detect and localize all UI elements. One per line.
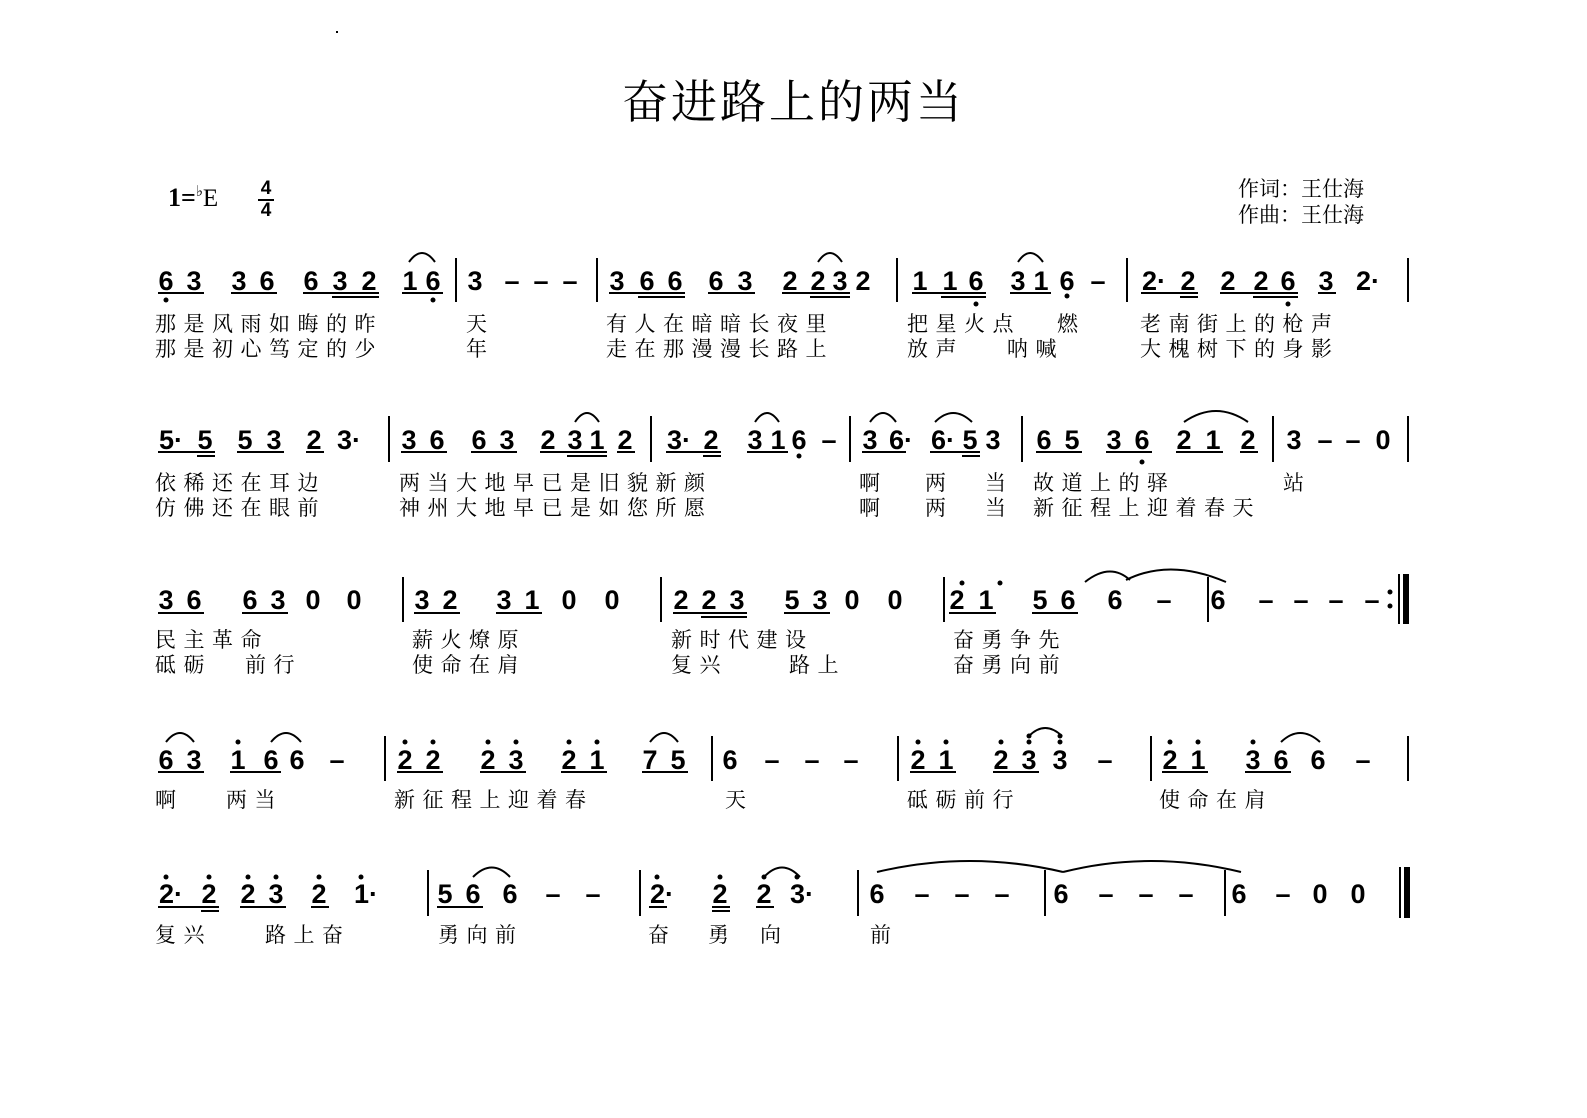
lyric-verse-1: 两 [925,471,954,495]
note: 6 [303,266,319,296]
note: – [504,266,520,296]
lyric-verse-1: 啊 [859,471,888,495]
note: 3 [1286,425,1302,455]
lyric-verse-2: 新征程上迎着春天 [1033,496,1261,520]
note: 3 [737,266,753,296]
lyric-verse-2: 神州大地早已是如您所愿 [399,496,713,520]
note: 2 [425,745,441,775]
note: 6 [465,879,481,909]
note: – [1317,425,1333,455]
lyric-verse-1: 燃 [1057,312,1086,336]
lyricist-credit: 作词：王仕海 [1238,177,1364,201]
note: – [1328,585,1344,615]
lyric-verse-1: 奋勇争先 [953,628,1067,652]
note: 2 [949,585,965,615]
note: 2 [561,745,577,775]
note: – [1355,745,1371,775]
note: 0 [1350,879,1366,909]
note: 0 [305,585,321,615]
note: 5 [670,745,686,775]
slur [166,733,194,742]
lyric-verse-2: 那是初心笃定的少 [155,337,383,361]
note: 2 [540,425,556,455]
note: 1 [1033,266,1049,296]
high-octave-dot [1168,740,1173,745]
note: 2· [1355,266,1380,296]
note: 6 [425,266,441,296]
slur [818,253,842,262]
note: 2 [855,266,871,296]
key-prefix: 1= [168,183,196,212]
note: 3 [332,266,348,296]
note: – [1090,266,1106,296]
note: 6 [1053,879,1069,909]
note: 1 [589,745,605,775]
slur [1085,571,1130,582]
note: – [1364,585,1380,615]
note: 6 [158,745,174,775]
note: 3· [666,425,691,455]
note: 6 [1231,879,1247,909]
lyric-verse-1: 民主革命 [155,628,269,652]
repeat-dot [1388,590,1393,595]
note: 6· [930,425,955,455]
low-octave-dot [1140,460,1145,465]
note: 3 [186,745,202,775]
note: 2 [1240,425,1256,455]
note: 1 [1205,425,1221,455]
note: – [764,745,780,775]
note: 2 [712,879,728,909]
note: – [562,266,578,296]
note: 3 [270,585,286,615]
note: 0 [604,585,620,615]
note: 1 [402,266,418,296]
note: – [1178,879,1194,909]
note: 6 [722,745,738,775]
note: – [804,745,820,775]
high-octave-dot [431,740,436,745]
note: 5 [197,425,213,455]
note: 6 [1280,266,1296,296]
note: 3 [1245,745,1261,775]
slur [764,868,800,878]
note: 3 [1318,266,1334,296]
low-octave-dot [164,298,169,303]
note: 3 [862,425,878,455]
note: 2 [703,425,719,455]
note: – [1258,585,1274,615]
note: 1· [353,879,378,909]
high-octave-dot [1058,740,1063,745]
lyric-verse-1: 把星火点 [907,312,1021,336]
note: 6 [639,266,655,296]
note: 2· [1141,266,1166,296]
note: 3 [1106,425,1122,455]
note: 6· [888,425,913,455]
lyric-verse-2: 呐喊 [1007,337,1064,361]
lyric-verse-1: 使命在肩 [1159,788,1273,812]
note: 3 [1010,266,1026,296]
note: – [1097,745,1113,775]
note: 3 [231,266,247,296]
high-octave-dot [1196,740,1201,745]
note: – [1138,879,1154,909]
lyric-verse-2: 走在那漫漫长路上 [606,337,834,361]
low-octave-dot [431,298,436,303]
note: 3 [985,425,1001,455]
note: 6 [1036,425,1052,455]
lyric-verse-1: 新征程上迎着春 [394,788,594,812]
note: 3 [499,425,515,455]
note: 3 [496,585,512,615]
note: 2 [673,585,689,615]
note: – [1293,585,1309,615]
lyric-verse-2: 仿佛还在眼前 [155,496,326,520]
note: 1 [912,266,928,296]
note: 1 [942,266,958,296]
note: 0 [561,585,577,615]
slur [877,861,1063,872]
low-octave-dot [974,302,979,307]
lyric-verse-1: 天 [725,788,754,812]
note: – [329,745,345,775]
composer-credit: 作曲：王仕海 [1238,203,1364,227]
lyric-verse-2: 复兴 [671,653,728,677]
high-octave-dot [486,740,491,745]
note: 1 [524,585,540,615]
slur [755,413,779,422]
lyric-verse-1: 站 [1283,471,1312,495]
note: 2 [756,879,772,909]
note: 2 [480,745,496,775]
note: 1 [770,425,786,455]
note: 3 [609,266,625,296]
lyric-verse-1: 两当 [226,788,283,812]
slur [1184,411,1248,422]
note: 3 [158,585,174,615]
note: 3 [266,425,282,455]
high-octave-dot [1251,740,1256,745]
note: – [1345,425,1361,455]
lyric-verse-1: 向 [760,923,789,947]
note: 6 [263,745,279,775]
high-octave-dot [998,581,1003,586]
lyric-verse-1: 有人在暗暗长夜里 [606,312,834,336]
note: – [994,879,1010,909]
note: 6 [471,425,487,455]
note: – [585,879,601,909]
note: 5 [237,425,253,455]
note: 6 [1134,425,1150,455]
note: 3 [1021,745,1037,775]
slur [935,413,972,422]
note: 3 [1052,745,1068,775]
repeat-dot [1388,604,1393,609]
time-signature-top: 4 [260,178,272,199]
note: 3· [336,425,361,455]
note: 0 [1375,425,1391,455]
note: 1 [938,745,954,775]
lyric-verse-2: 路上 [789,653,846,677]
lyric-verse-1: 勇向前 [438,923,524,947]
lyric-verse-1: 那是风雨如晦的昨 [155,312,383,336]
note: 6 [1310,745,1326,775]
note: – [914,879,930,909]
note: 3 [414,585,430,615]
time-signature-bottom: 4 [260,200,272,221]
note: – [954,879,970,909]
note: 6 [502,879,518,909]
lyric-verse-1: 砥砺前行 [907,788,1021,812]
note: 2 [1162,745,1178,775]
note: 2 [701,585,717,615]
lyric-verse-1: 奋 [648,923,677,947]
note: 3 [401,425,417,455]
note: 3 [467,266,483,296]
note: 2 [201,879,217,909]
note: 2 [810,266,826,296]
note: – [1098,879,1114,909]
note: – [545,879,561,909]
note: 1 [978,585,994,615]
note: 2 [1220,266,1236,296]
note: 6 [1059,266,1075,296]
note: 7 [642,745,658,775]
high-octave-dot [1027,740,1032,745]
note: 5 [1032,585,1048,615]
note: 0 [844,585,860,615]
note: 6 [791,425,807,455]
lyric-verse-1: 路上奋 [265,923,351,947]
high-octave-dot [595,740,600,745]
note: 2 [1253,266,1269,296]
high-octave-dot [514,740,519,745]
slur [271,733,301,742]
note: 6 [289,745,305,775]
lyric-verse-1: 依稀还在耳边 [155,471,326,495]
note: 6 [429,425,445,455]
note: 2 [1180,266,1196,296]
note: 2 [1176,425,1192,455]
note: 3 [832,266,848,296]
note: 6 [708,266,724,296]
note: 2 [442,585,458,615]
note: 3 [729,585,745,615]
note: 6 [1060,585,1076,615]
note: 2 [306,425,322,455]
note: 0 [346,585,362,615]
note: 2 [993,745,1009,775]
note: 2 [397,745,413,775]
note: 0 [1312,879,1328,909]
slur [870,413,896,422]
note: 6 [869,879,885,909]
slur [575,413,599,422]
note: – [1156,585,1172,615]
note: 6 [259,266,275,296]
lyric-verse-2: 当 [985,496,1014,520]
lyric-verse-2: 年 [466,337,495,361]
note: 6 [1210,585,1226,615]
note: 5 [1064,425,1080,455]
note: 6 [186,585,202,615]
note: 6 [1273,745,1289,775]
high-octave-dot [403,740,408,745]
note: 2· [649,879,674,909]
note: 6 [968,266,984,296]
note: – [1275,879,1291,909]
note: – [821,425,837,455]
lyric-verse-1: 天 [466,312,495,336]
note: 1 [1190,745,1206,775]
note: 0 [887,585,903,615]
note: 6 [667,266,683,296]
lyric-verse-2: 放声 [907,337,964,361]
lyric-verse-2: 两 [925,496,954,520]
note: 6 [242,585,258,615]
note: 5· [158,425,183,455]
lyric-verse-1: 两当大地早已是旧貌新颜 [399,471,713,495]
note: 1 [230,745,246,775]
note: 6 [1107,585,1123,615]
high-octave-dot [944,740,949,745]
note: 2 [782,266,798,296]
high-octave-dot [567,740,572,745]
lyric-verse-2: 砥砺 [155,653,212,677]
lyric-verse-1: 勇 [708,923,737,947]
slur [1281,733,1320,742]
lyric-verse-1: 前 [870,923,899,947]
note: 2 [617,425,633,455]
slur [1018,253,1043,262]
lyric-verse-2: 使命在肩 [412,653,526,677]
high-octave-dot [236,740,241,745]
slur [1063,861,1241,872]
high-octave-dot [999,740,1004,745]
lyric-verse-1: 故道上的驿 [1033,471,1176,495]
note: 5 [437,879,453,909]
note: 3 [508,745,524,775]
note: 2 [240,879,256,909]
lyric-verse-1: 复兴 [155,923,212,947]
lyric-verse-1: 当 [985,471,1014,495]
note: 6 [158,266,174,296]
note: 3 [268,879,284,909]
note: – [533,266,549,296]
note: 2 [910,745,926,775]
note: 2 [311,879,327,909]
note: 3 [747,425,763,455]
key-note: E [202,185,219,212]
note: 3 [186,266,202,296]
slur [1029,728,1062,736]
note: 1 [589,425,605,455]
lyric-verse-2: 前行 [245,653,302,677]
note: 2 [361,266,377,296]
note: 3· [789,879,814,909]
slur [409,253,435,262]
flat-symbol: ♭ [195,184,203,200]
lyric-verse-2: 大槐树下的身影 [1140,337,1340,361]
high-octave-dot [916,740,921,745]
lyric-verse-1: 啊 [155,788,184,812]
lyric-verse-2: 啊 [859,496,888,520]
lyric-verse-1: 老南街上的枪声 [1140,312,1340,336]
slur [650,733,678,742]
lyric-verse-2: 奋勇向前 [953,653,1067,677]
song-title: 奋进路上的两当 [622,75,965,129]
lyric-verse-1: 薪火燎原 [412,628,526,652]
note: – [843,745,859,775]
note: 3 [812,585,828,615]
note: 2· [158,879,183,909]
lyric-verse-1: 新时代建设 [671,628,814,652]
note: 3 [567,425,583,455]
low-octave-dot [1286,302,1291,307]
note: 5 [962,425,978,455]
slur [1126,569,1226,582]
note: 5 [784,585,800,615]
slur [473,868,510,878]
